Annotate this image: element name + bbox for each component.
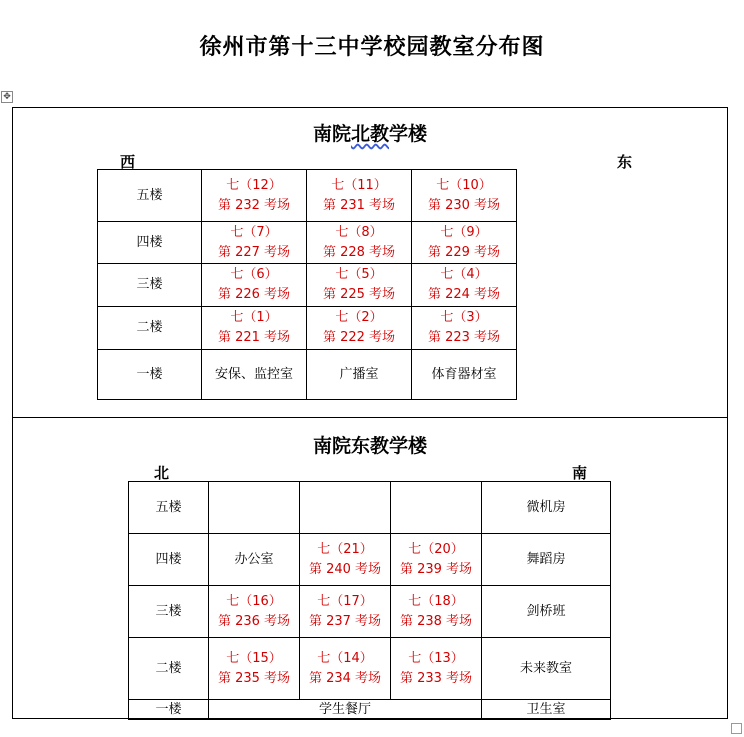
floor-label: 四楼	[98, 222, 202, 264]
north-label: 北	[154, 464, 170, 482]
cell-line-2: 第 226 考场	[217, 287, 291, 302]
room-cell	[482, 534, 611, 586]
floor-label: 三楼	[129, 586, 209, 638]
cell-line-1: 七（14）	[317, 650, 373, 666]
cell-line-2: 第 240 考场	[308, 561, 382, 577]
cell-line-2: 第 228 考场	[322, 244, 396, 260]
cell-line-1: 七（1）	[230, 310, 278, 325]
north-building-heading	[12, 119, 728, 146]
cell-line-1: 七（12）	[226, 177, 282, 193]
room-cell	[307, 222, 412, 264]
cell-line-1: 七（21）	[317, 541, 373, 557]
room-cell	[202, 350, 307, 400]
west-label: 西	[120, 153, 136, 171]
cell-line-2: 第 239 考场	[399, 561, 473, 577]
table-row	[129, 586, 611, 638]
floor-label: 五楼	[129, 482, 209, 534]
table-row	[98, 170, 517, 222]
room-cell	[412, 307, 517, 350]
cell-line-1: 七（2）	[335, 310, 383, 325]
cell-line-1: 七（16）	[226, 593, 282, 609]
floor-label: 二楼	[98, 307, 202, 350]
room-cell	[209, 534, 300, 586]
east-building-heading: 南院东教学楼	[312, 435, 427, 457]
room-cell	[412, 222, 517, 264]
room-cell	[202, 307, 307, 350]
table-row	[98, 307, 517, 350]
north-building-table	[97, 169, 517, 400]
north-building-name-part1: 南院	[312, 123, 351, 145]
cell-line-1: 体育器材室	[431, 366, 497, 382]
cell-line-2: 第 235 考场	[217, 670, 291, 686]
cell-line-2: 第 232 考场	[217, 197, 291, 213]
cell-line-1: 七（20）	[408, 541, 464, 557]
table-move-handle-icon[interactable]: ✥	[1, 91, 13, 103]
cell-line-1: 七（4）	[440, 267, 488, 282]
cell-line-2: 第 227 考场	[217, 244, 291, 260]
cell-line-1: 未来教室	[519, 660, 572, 676]
cell-line-1: 七（15）	[226, 650, 282, 666]
cell-line-1: 剑桥班	[526, 603, 566, 619]
floor-label: 二楼	[129, 638, 209, 700]
room-cell	[482, 482, 611, 534]
cell-line-1: 微机房	[526, 499, 566, 515]
floor-label: 四楼	[129, 534, 209, 586]
cell-line-1: 七（13）	[408, 650, 464, 666]
room-cell	[300, 482, 391, 534]
room-cell	[307, 170, 412, 222]
room-cell	[412, 350, 517, 400]
room-cell	[307, 307, 412, 350]
cell-line-1: 七（17）	[317, 593, 373, 609]
east-building-table	[128, 481, 611, 720]
cell-line-1: 办公室	[234, 551, 274, 567]
cell-line-1: 安保、监控室	[214, 366, 293, 382]
cell-line-2: 第 236 考场	[217, 613, 291, 629]
cell-line-1: 舞蹈房	[526, 551, 566, 567]
cell-line-2: 第 238 考场	[399, 613, 473, 629]
cell-line-2: 第 233 考场	[399, 670, 473, 686]
table-row	[98, 264, 517, 307]
room-cell	[391, 638, 482, 700]
room-cell	[202, 222, 307, 264]
room-cell	[300, 534, 391, 586]
end-of-cell-mark	[731, 723, 742, 734]
floor-label: 三楼	[98, 264, 202, 307]
cell-line-2: 第 221 考场	[217, 330, 291, 345]
floor-label: 一楼	[129, 700, 209, 720]
cell-line-2: 第 222 考场	[322, 330, 396, 345]
room-cell	[412, 170, 517, 222]
table-row	[129, 534, 611, 586]
room-cell	[300, 638, 391, 700]
cell-line-1: 七（10）	[436, 177, 492, 193]
room-cell	[209, 482, 300, 534]
room-cell	[307, 350, 412, 400]
table-row	[129, 638, 611, 700]
clinic-cell: 卫生室	[482, 700, 611, 720]
table-row	[129, 482, 611, 534]
cell-line-1: 七（5）	[335, 267, 383, 282]
room-cell	[209, 638, 300, 700]
room-cell	[202, 170, 307, 222]
room-cell	[412, 264, 517, 307]
cell-line-2: 第 230 考场	[427, 197, 501, 213]
room-cell	[300, 586, 391, 638]
table-row	[98, 222, 517, 264]
cell-line-2: 第 237 考场	[308, 613, 382, 629]
floor-label: 五楼	[98, 170, 202, 222]
section-divider	[12, 417, 728, 418]
cell-line-2: 第 224 考场	[427, 287, 501, 302]
cell-line-1: 七（11）	[331, 177, 387, 193]
page-title: 徐州市第十三中学校园教室分布图	[199, 34, 545, 60]
cell-line-1: 七（3）	[440, 310, 488, 325]
east-label: 东	[617, 153, 633, 171]
south-label: 南	[572, 464, 588, 482]
cell-line-1: 七（18）	[408, 593, 464, 609]
room-cell	[482, 638, 611, 700]
cell-line-1: 七（6）	[230, 267, 278, 282]
table-row	[98, 350, 517, 400]
cell-line-2: 第 225 考场	[322, 287, 396, 302]
cell-line-1: 七（9）	[440, 224, 488, 240]
cell-line-2: 第 231 考场	[322, 197, 396, 213]
cell-line-2: 第 234 考场	[308, 670, 382, 686]
cell-line-1: 广播室	[339, 366, 379, 382]
room-cell	[482, 586, 611, 638]
room-cell	[391, 586, 482, 638]
north-building-name-part3: 学楼	[389, 123, 428, 145]
room-cell	[391, 482, 482, 534]
room-cell	[307, 264, 412, 307]
floor-label: 一楼	[98, 350, 202, 400]
cell-line-1: 七（8）	[335, 224, 383, 240]
north-building-name-part2: 北教	[350, 123, 389, 145]
table-row	[129, 700, 611, 720]
cell-line-2: 第 229 考场	[427, 244, 501, 260]
room-cell	[209, 586, 300, 638]
room-cell	[202, 264, 307, 307]
room-cell	[391, 534, 482, 586]
cell-line-2: 第 223 考场	[427, 330, 501, 345]
cell-line-1: 七（7）	[230, 224, 278, 240]
canteen-cell: 学生餐厅	[209, 700, 482, 720]
